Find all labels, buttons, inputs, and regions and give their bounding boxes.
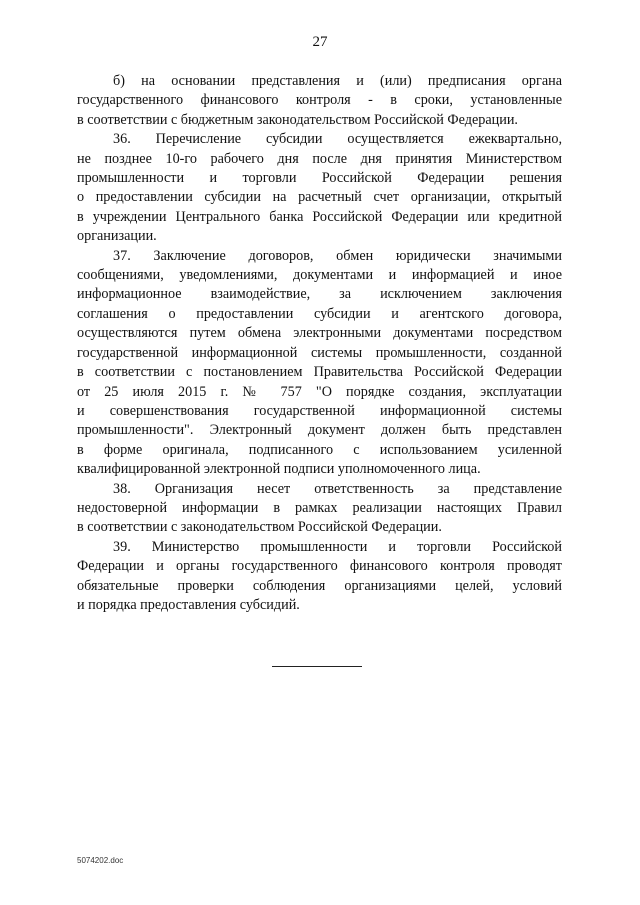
paragraph [77,72,562,130]
paragraph-line: обязательные проверки соблюдения организациями целей, условий [77,577,562,594]
paragraph-line: б) на основании представления и (или) предписания органа [113,73,562,89]
paragraph-line: 39. Министерство промышленности и торговли Российской [113,538,562,555]
paragraph-line: Федерации и органы государственного финансового контроля проводят [77,558,562,575]
paragraph-line: промышленности". Электронный документ должен быть представлен [77,422,562,439]
paragraph-line: от 25 июля 2015 г. № 757 "О порядке создания, эксплуатации [77,383,562,400]
paragraph-line: 38. Организация несет ответственность за представление [113,480,562,497]
paragraph-line: организации. [77,228,157,245]
paragraph-line: сообщениями, уведомлениями, документами и информацией и иное [77,267,562,284]
paragraph-line: квалифицированной электронной подписи уполномоченного лица. [77,461,481,478]
closing-divider [272,666,362,667]
paragraph-line: в соответствии с постановлением Правительства Российской Федерации [77,364,562,381]
page-number: 27 [312,34,328,50]
paragraph-line: в соответствии с бюджетным законодательством Российской Федерации. [77,111,518,128]
paragraph-line: государственного финансового контроля - в сроки, установленные [77,92,562,109]
paragraph-line: не позднее 10-го рабочего дня после дня принятия Министерством [77,150,562,167]
paragraph [77,247,562,480]
footer-filename: 5074202.doc [77,856,124,865]
paragraph-line: 37. Заключение договоров, обмен юридически значимыми [113,247,562,264]
paragraph [77,480,562,538]
paragraph [77,538,562,616]
paragraph-line: о предоставлении субсидии на расчетный счет организации, открытый [77,189,562,206]
paragraph-line: в учреждении Центрального банка Российской Федерации или кредитной [77,208,562,225]
paragraph-line: и совершенствования государственной информационной системы [77,402,562,419]
paragraph-line: государственной информационной системы промышленности, созданной [77,344,562,361]
paragraph-line: осуществляются путем обмена электронными документами посредством [77,325,562,342]
paragraph-line: информационное взаимодействие, за исключением заключения [77,286,562,303]
paragraph-line: недостоверной информации в рамках реализации настоящих Правил [77,499,562,516]
paragraph-line: 36. Перечисление субсидии осуществляется ежеквартально, [113,131,562,148]
document-body [77,72,562,615]
paragraph-line: соглашения о предоставлении субсидии и агентского договора, [77,305,562,322]
paragraph-line: и порядка предоставления субсидий. [77,596,300,613]
paragraph-line: промышленности и торговли Российской Федерации решения [77,170,562,187]
paragraph-line: в форме оригинала, подписанного с использованием усиленной [77,441,562,458]
paragraph-line: в соответствии с законодательством Российской Федерации. [77,519,442,536]
paragraph [77,130,562,246]
